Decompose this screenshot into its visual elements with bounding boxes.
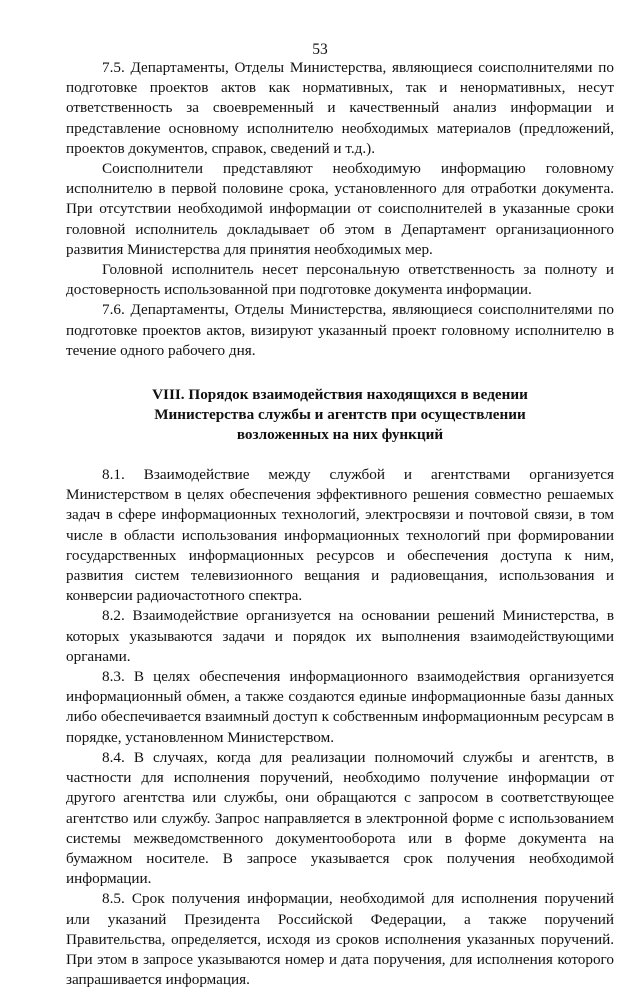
paragraph-8-2: 8.2. Взаимодействие организуется на основании решений Министерства, в которых указываются задачи и порядок их выполнения взаимодействующими органами. — [66, 607, 614, 665]
paragraph-8-5: 8.5. Срок получения информации, необходимой для исполнения поручений или указаний Президента Российской Федерации, а также поручений Правительства, определяется, исходя из сроков исполнения указанных поручений. При этом в запросе указываются номер и дата поручения, для исполнения которого запрашивается информация. — [66, 890, 614, 989]
paragraph-7-5: 7.5. Департаменты, Отделы Министерства, являющиеся соисполнителями по подготовке проектов актов как нормативных, так и ненормативных, несут ответственность за своевременный и качественный анализ информации и представление основному исполнителю необходимых материалов (предложений, проектов документов, справок, сведений и т.д.). — [66, 59, 614, 157]
paragraph-8-1: 8.1. Взаимодействие между службой и агентствами организуется Министерством в целях обеспечения эффективного решения совместно решаемых задач в сфере информационных технологий, электросвязи и почтовой связи, в том числе в области использования информационных технологий при формировании государственных информационных ресурсов и обеспечения доступа к ним, развития систем телевизионного вещания и радиовещания, использования и конверсии радиочастотного спектра. — [66, 466, 614, 605]
document-body — [66, 58, 614, 990]
paragraph-8-3: 8.3. В целях обеспечения информационного взаимодействия организуется информационный обмен, а также создаются единые информационные базы данных либо обеспечивается взаимный доступ к собственным информационным ресурсам в порядке, установленном Министерством. — [66, 668, 614, 746]
paragraph-coexecutors: Соисполнители представляют необходимую информацию головному исполнителю в первой половине срока, установленного для отработки документа. При отсутствии необходимой информации от соисполнителей в указанные сроки головной исполнитель докладывает об этом в Департамент организационного развития Министерства для принятия необходимых мер. — [66, 160, 614, 258]
section-heading-line: возложенных на них функций — [236, 426, 444, 444]
paragraph-7-6: 7.6. Департаменты, Отделы Министерства, являющиеся соисполнителями по подготовке проектов актов, визируют указанный проект головному исполнителю в течение одного рабочего дня. — [66, 301, 614, 359]
page-number: 53 — [312, 41, 328, 58]
section-heading-line: VIII. Порядок взаимодействия находящихся в ведении — [152, 386, 528, 404]
section-heading-viii — [66, 385, 614, 445]
paragraph-head-executor: Головной исполнитель несет персональную ответственность за полноту и достоверность использованной при подготовке документа информации. — [66, 261, 614, 299]
paragraph-8-4: 8.4. В случаях, когда для реализации полномочий службы и агентств, в частности для исполнения поручений, необходимо получение информации от другого агентства или службы, они обращаются с запросом в соответствующее агентство или службу. Запрос направляется в электронной форме с использованием системы межведомственного документооборота или в форме документа на бумажном носителе. В запросе указывается срок получения необходимой информации. — [66, 748, 614, 888]
section-heading-line: Министерства службы и агентств при осуществлении — [154, 406, 526, 424]
